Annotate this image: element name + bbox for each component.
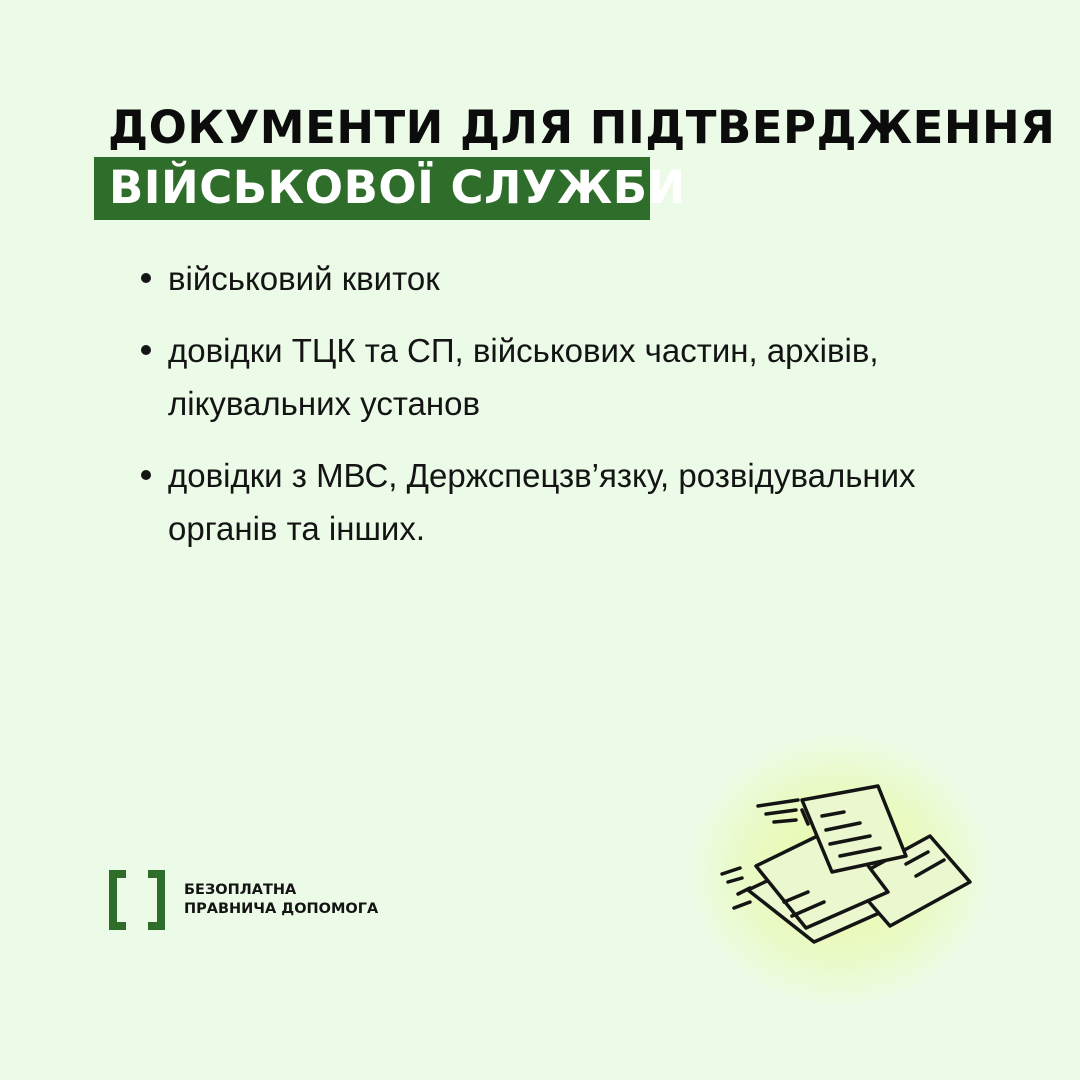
documents-list	[168, 252, 1008, 574]
list-item	[168, 252, 1008, 305]
list-item	[168, 324, 1008, 430]
logo-text	[184, 881, 378, 919]
logo-text-line-1: БЕЗОПЛАТНА	[184, 882, 297, 898]
logo-text-line-2: ПРАВНИЧА ДОПОМОГА	[184, 901, 379, 917]
right-bracket-icon	[146, 870, 166, 930]
documents-stack-icon	[710, 760, 990, 960]
list-item-text: довідки з МВС, Держспецзв’язку, розвідувальних органів та інших.	[168, 457, 916, 547]
page-title-line-2: ВІЙСЬКОВОЇ СЛУЖБИ	[109, 161, 686, 214]
bullet-icon	[141, 273, 151, 283]
brand-logo	[108, 870, 428, 930]
bullet-icon	[141, 470, 151, 480]
list-item	[168, 449, 1008, 555]
bullet-icon	[141, 345, 151, 355]
list-item-text: довідки ТЦК та СП, військових частин, архівів, лікувальних установ	[168, 332, 879, 422]
page-title-line-1: ДОКУМЕНТИ ДЛЯ ПІДТВЕРДЖЕННЯ	[108, 101, 1056, 154]
list-item-text: військовий квиток	[168, 260, 440, 297]
left-bracket-icon	[108, 870, 128, 930]
